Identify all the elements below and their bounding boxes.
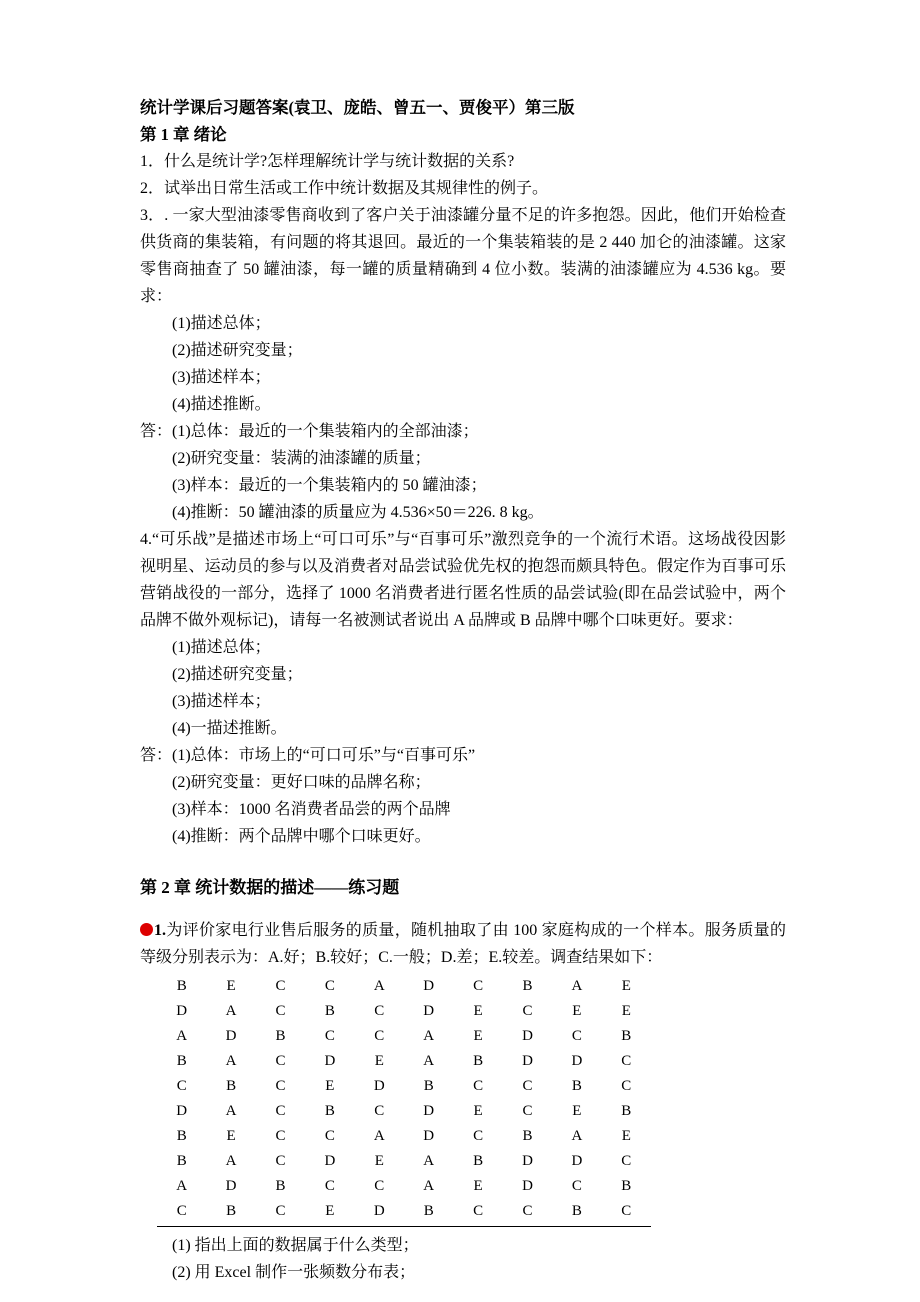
grade-cell: C bbox=[374, 1028, 385, 1044]
grade-cell: A bbox=[225, 1003, 237, 1019]
grade-cell: C bbox=[473, 1078, 484, 1094]
exercise-intro-text: 为评价家电行业售后服务的质量，随机抽取了由 100 家庭构成的一个样本。服务质量的等级分别表示为：A.好；B.较好；C.一般；D.差；E.较差。调查结果如下： bbox=[140, 922, 786, 966]
question-3-requirement: (1)描述总体； bbox=[172, 315, 271, 332]
grade-cell: D bbox=[373, 1203, 385, 1219]
grade-cell: C bbox=[275, 1103, 286, 1119]
sub-question-list bbox=[172, 1232, 786, 1286]
grade-cell: B bbox=[176, 1153, 187, 1169]
grade-cell: A bbox=[423, 1028, 435, 1044]
question-4-requirement: (4)一描述推断。 bbox=[172, 720, 287, 737]
grade-cell: C bbox=[571, 1028, 582, 1044]
question-3-answer-line: (3)样本：最近的一个集装箱内的 50 罐油漆； bbox=[172, 477, 487, 494]
question-2: 2．试举出日常生活或工作中统计数据及其规律性的例子。 bbox=[140, 180, 549, 197]
grade-table-row bbox=[157, 1149, 651, 1174]
grade-cell: E bbox=[226, 1128, 236, 1144]
grade-cell: C bbox=[275, 1003, 286, 1019]
grade-cell: B bbox=[176, 978, 187, 994]
grade-cell: D bbox=[225, 1028, 237, 1044]
grade-cell: D bbox=[571, 1053, 583, 1069]
grade-cell: B bbox=[324, 1003, 335, 1019]
grade-cell: A bbox=[176, 1178, 188, 1194]
question-4-body: 4.“可乐战”是描述市场上“可口可乐”与“百事可乐”激烈竞争的一个流行术语。这场战役因影视明星、运动员的参与以及消费者对品尝试验优先权的抱怨而颇具特色。假定作为百事可乐营销战役的一部分，选择了 1000 名消费者进行匿名性质的品尝试验(即在品尝试验中，两个品牌不做外观标记)，请每一名被测试者说出 A 品牌或 B 品牌中哪个口味更好。要求： bbox=[140, 531, 786, 629]
question-3-requirement: (3)描述样本； bbox=[172, 369, 271, 386]
grade-cell: B bbox=[571, 1203, 582, 1219]
grade-cell: A bbox=[423, 1153, 435, 1169]
answer-text: (1)总体：最近的一个集装箱内的全部油漆； bbox=[172, 423, 479, 440]
grade-cell: C bbox=[522, 1078, 533, 1094]
grade-cell: C bbox=[324, 1178, 335, 1194]
grade-cell: D bbox=[225, 1178, 237, 1194]
grade-cell: D bbox=[423, 1128, 435, 1144]
question-3-body: 3．. 一家大型油漆零售商收到了客户关于油漆罐分量不足的许多抱怨。因此，他们开始检查供货商的集装箱，有问题的将其退回。最近的一个集装箱装的是 2 440 加仑的油漆罐。这家零售商抽查了 50 罐油漆，每一罐的质量精确到 4 位小数。装满的油漆罐应为 4.536 kg。要求： bbox=[140, 207, 786, 305]
exercise-number: 1. bbox=[154, 922, 166, 939]
grade-cell: A bbox=[176, 1028, 188, 1044]
question-3-answer-line: (4)推断：50 罐油漆的质量应为 4.536×50＝226. 8 kg。 bbox=[172, 504, 544, 521]
grade-table-row bbox=[157, 1099, 651, 1124]
grade-cell: B bbox=[275, 1178, 286, 1194]
grade-cell: E bbox=[572, 1003, 582, 1019]
grade-cell: B bbox=[621, 1178, 632, 1194]
grade-cell: E bbox=[572, 1103, 582, 1119]
grade-cell: E bbox=[621, 978, 631, 994]
grade-cell: C bbox=[324, 1128, 335, 1144]
question-4-requirement: (2)描述研究变量； bbox=[172, 666, 303, 683]
grade-table-row bbox=[157, 1124, 651, 1149]
grade-cell: B bbox=[275, 1028, 286, 1044]
grade-cell: E bbox=[621, 1128, 631, 1144]
grade-cell: D bbox=[571, 1153, 583, 1169]
red-bullet-icon bbox=[140, 923, 153, 936]
question-4-answer-line: (2)研究变量：更好口味的品牌名称； bbox=[172, 774, 431, 791]
grade-cell: C bbox=[374, 1003, 385, 1019]
grade-cell: D bbox=[176, 1003, 188, 1019]
grade-table-row bbox=[157, 1049, 651, 1074]
grade-cell: B bbox=[473, 1053, 484, 1069]
grade-cell: E bbox=[473, 1028, 483, 1044]
grade-cell: C bbox=[275, 1128, 286, 1144]
grade-cell: A bbox=[571, 1128, 583, 1144]
grade-table-row bbox=[157, 1074, 651, 1099]
document-title: 统计学课后习题答案(袁卫、庞皓、曾五一、贾俊平）第三版 bbox=[140, 98, 575, 117]
sub-question-1: (1) 指出上面的数据属于什么类型； bbox=[172, 1237, 419, 1254]
grade-cell: B bbox=[621, 1028, 632, 1044]
grade-cell: E bbox=[374, 1053, 384, 1069]
grade-cell: A bbox=[423, 1053, 435, 1069]
question-3-answer-line bbox=[140, 418, 786, 445]
question-1: 1．什么是统计学?怎样理解统计学与统计数据的关系? bbox=[140, 153, 515, 170]
grade-cell: E bbox=[226, 978, 236, 994]
question-4-answer-line: (3)样本：1000 名消费者品尝的两个品牌 bbox=[172, 801, 451, 818]
exercise-1-intro bbox=[140, 917, 786, 971]
grade-cell: C bbox=[275, 1053, 286, 1069]
grade-table-row bbox=[157, 1199, 651, 1224]
grade-table bbox=[157, 974, 651, 1227]
answer-prefix: 答： bbox=[140, 423, 173, 440]
question-3-answer-line: (2)研究变量：装满的油漆罐的质量； bbox=[172, 450, 431, 467]
sub-question-2: (2) 用 Excel 制作一张频数分布表； bbox=[172, 1264, 416, 1281]
grade-cell: C bbox=[324, 978, 335, 994]
grade-cell: E bbox=[473, 1178, 483, 1194]
grade-cell: C bbox=[324, 1028, 335, 1044]
grade-cell: C bbox=[176, 1203, 187, 1219]
grade-cell: B bbox=[522, 978, 533, 994]
grade-cell: B bbox=[176, 1053, 187, 1069]
grade-cell: B bbox=[473, 1153, 484, 1169]
grade-cell: A bbox=[373, 1128, 385, 1144]
grade-cell: C bbox=[621, 1053, 632, 1069]
grade-cell: A bbox=[225, 1103, 237, 1119]
grade-cell: D bbox=[373, 1078, 385, 1094]
grade-cell: C bbox=[473, 1128, 484, 1144]
question-3-requirement: (2)描述研究变量； bbox=[172, 342, 303, 359]
grade-cell: C bbox=[275, 1203, 286, 1219]
grade-cell: C bbox=[522, 1203, 533, 1219]
grade-cell: A bbox=[423, 1178, 435, 1194]
grade-cell: D bbox=[522, 1153, 533, 1169]
grade-cell: D bbox=[423, 1003, 435, 1019]
grade-cell: D bbox=[324, 1053, 336, 1069]
grade-cell: D bbox=[522, 1053, 533, 1069]
grade-cell: A bbox=[373, 978, 385, 994]
grade-cell: C bbox=[522, 1003, 533, 1019]
question-3-requirement: (4)描述推断。 bbox=[172, 396, 271, 413]
grade-cell: C bbox=[571, 1178, 582, 1194]
grade-table-row bbox=[157, 1024, 651, 1049]
grade-cell: B bbox=[571, 1078, 582, 1094]
grade-cell: C bbox=[473, 1203, 484, 1219]
question-4-requirement: (3)描述样本； bbox=[172, 693, 271, 710]
grade-cell: C bbox=[275, 1078, 286, 1094]
grade-cell: A bbox=[225, 1053, 237, 1069]
grade-table-row bbox=[157, 999, 651, 1024]
grade-cell: E bbox=[325, 1203, 335, 1219]
grade-cell: B bbox=[176, 1128, 187, 1144]
grade-cell: B bbox=[226, 1078, 237, 1094]
grade-cell: B bbox=[226, 1203, 237, 1219]
grade-cell: B bbox=[423, 1078, 434, 1094]
answer-prefix: 答： bbox=[140, 747, 173, 764]
grade-cell: C bbox=[522, 1103, 533, 1119]
grade-cell: D bbox=[423, 978, 435, 994]
grade-cell: C bbox=[621, 1078, 632, 1094]
grade-cell: C bbox=[473, 978, 484, 994]
grade-cell: C bbox=[621, 1153, 632, 1169]
grade-cell: B bbox=[324, 1103, 335, 1119]
chapter-2-heading: 第 2 章 统计数据的描述——练习题 bbox=[140, 878, 400, 897]
grade-cell: E bbox=[473, 1003, 483, 1019]
grade-cell: C bbox=[374, 1103, 385, 1119]
question-4-answer-line: (4)推断：两个品牌中哪个口味更好。 bbox=[172, 828, 431, 845]
grade-cell: E bbox=[374, 1153, 384, 1169]
question-4-requirement: (1)描述总体； bbox=[172, 639, 271, 656]
grade-cell: C bbox=[621, 1203, 632, 1219]
grade-cell: A bbox=[225, 1153, 237, 1169]
chapter-1-heading: 第 1 章 绪论 bbox=[140, 125, 227, 144]
grade-cell: D bbox=[522, 1028, 533, 1044]
grade-cell: D bbox=[423, 1103, 435, 1119]
answer-text: (1)总体：市场上的“可口可乐”与“百事可乐” bbox=[172, 747, 476, 764]
grade-cell: C bbox=[374, 1178, 385, 1194]
grade-cell: C bbox=[275, 1153, 286, 1169]
grade-table-row bbox=[157, 974, 651, 999]
grade-cell: C bbox=[176, 1078, 187, 1094]
grade-cell: B bbox=[621, 1103, 632, 1119]
grade-cell: B bbox=[522, 1128, 533, 1144]
grade-table-row bbox=[157, 1174, 651, 1199]
grade-cell: D bbox=[324, 1153, 336, 1169]
grade-cell: B bbox=[423, 1203, 434, 1219]
grade-cell: E bbox=[621, 1003, 631, 1019]
grade-cell: D bbox=[522, 1178, 533, 1194]
question-4-answer-line bbox=[140, 742, 786, 769]
grade-cell: A bbox=[571, 978, 583, 994]
grade-cell: E bbox=[473, 1103, 483, 1119]
grade-cell: E bbox=[325, 1078, 335, 1094]
grade-cell: C bbox=[275, 978, 286, 994]
grade-cell: D bbox=[176, 1103, 188, 1119]
